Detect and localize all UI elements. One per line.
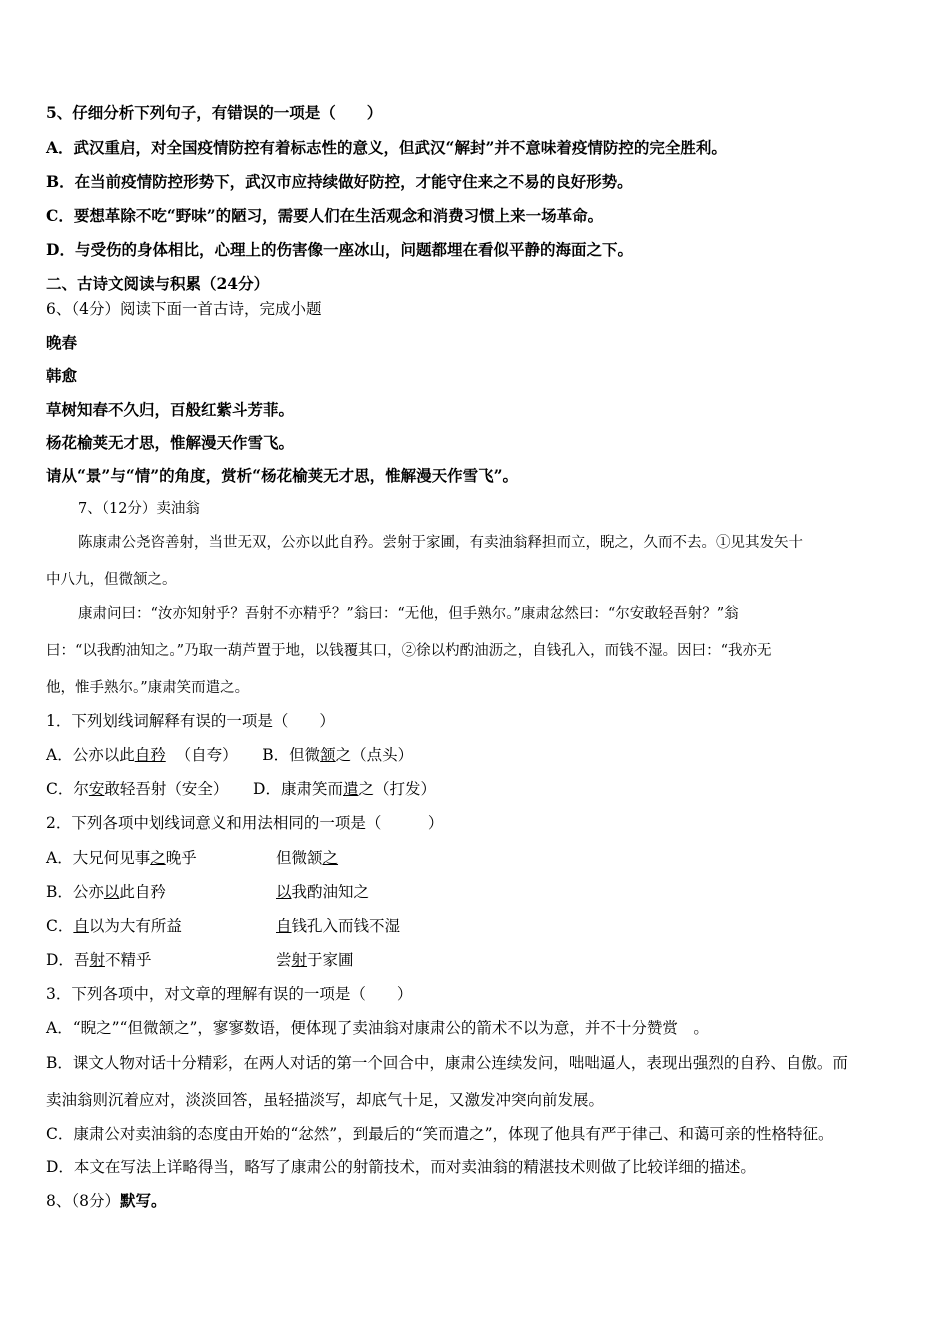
sub3-option-b-line1: B．课文人物对话十分精彩，在两人对话的第一个回合中，康肃公连续发问，咄咄逼人，表现出强烈的自矜、自傲。而 — [46, 1054, 848, 1072]
sub1-a-pre: A．公亦以此 — [46, 746, 135, 764]
sub2-option-b — [46, 882, 906, 902]
passage-p2-line2: 曰：“以我酌油知之。”乃取一葫芦置于地，以钱覆其口，②徐以杓酌油沥之，自钱孔入，而钱不湿。因曰：“我亦无 — [46, 643, 772, 659]
sub3-option-b-line2: 卖油翁则沉着应对，淡淡回答，虽轻描淡写，却底气十足，又激发冲突向前发展。 — [46, 1091, 605, 1109]
sub2-a-left-post: 晚乎 — [165, 849, 197, 867]
sub1-c-post: 敢轻吾射（安全） — [104, 780, 229, 798]
sub2-d-right-pre: 尝 — [276, 951, 292, 969]
sub2-option-c — [46, 916, 906, 936]
sub2-c-left-pre: C． — [46, 917, 74, 935]
q8-stem — [46, 1191, 167, 1211]
passage-p2-line1: 康肃问曰：“汝亦知射乎？吾射不亦精乎？”翁曰：“无他，但手熟尔。”康肃忿然曰：“尔安敢轻吾射？”翁 — [78, 606, 739, 622]
passage-p1-line2: 中八九，但微颔之。 — [46, 572, 177, 588]
sub2-a-left-pre: A．大兄何见事 — [46, 849, 151, 867]
sub2-b-left-pre: B．公亦 — [46, 883, 104, 901]
q5-option-a: A．武汉重启，对全国疫情防控有着标志性的意义，但武汉“解封”并不意味着疫情防控的完全胜利。 — [46, 138, 727, 157]
sub2-d-right-post: 于家圃 — [307, 951, 354, 969]
sub1-stem: 1．下列划线词解释有误的一项是（ ） — [46, 712, 335, 730]
sub2-option-d — [46, 950, 906, 970]
sub2-d-left-u: 射 — [89, 951, 105, 969]
q6-stem — [46, 299, 321, 319]
passage-p2-line3: 他，惟手熟尔。”康肃笑而遣之。 — [46, 680, 250, 696]
sub3-option-a: A．“睨之”“但微颔之”，寥寥数语，便体现了卖油翁对康肃公的箭术不以为意，并不十分赞赏 。 — [46, 1019, 709, 1037]
sub2-c-left-post: 以为大有所益 — [88, 917, 182, 935]
sub2-d-right-u: 射 — [291, 951, 308, 969]
sub2-a-right-pre: 但微颔 — [276, 849, 323, 867]
sub2-a-right-u: 之 — [322, 849, 339, 867]
sub2-b-right-post: 我酌油知之 — [291, 883, 370, 901]
sub1-c-pre: C．尔 — [46, 780, 89, 798]
sub3-stem: 3．下列各项中，对文章的理解有误的一项是（ ） — [46, 985, 413, 1003]
sub2-stem: 2．下列各项中划线词意义和用法相同的一项是（ ） — [46, 814, 444, 832]
sub2-c-right-u: 自 — [276, 917, 292, 935]
sub2-d-left-pre: D．吾 — [46, 951, 90, 969]
sub1-options-cd — [46, 779, 436, 799]
q8-number: 8、（8分） — [46, 1192, 120, 1210]
sub2-a-left-u: 之 — [150, 849, 166, 867]
q5-stem: 5、仔细分析下列句子，有错误的一项是（ ） — [46, 103, 383, 122]
sub2-d-left-post: 不精乎 — [104, 951, 152, 969]
poem-line-1: 草树知春不久归，百般红紫斗芳菲。 — [46, 400, 295, 419]
sub3-option-d: D．本文在写法上详略得当，略写了康肃公的射箭技术，而对卖油翁的精湛技术则做了比较详细的描述。 — [46, 1158, 756, 1176]
sub2-c-left-u: 自 — [73, 917, 89, 935]
passage-p1-line1: 陈康肃公尧咨善射，当世无双，公亦以此自矜。尝射于家圃，有卖油翁释担而立，睨之，久而不去。①见其发矢十 — [78, 535, 803, 551]
sub1-b-pre: B．但微 — [262, 746, 321, 764]
poem-title: 晚春 — [46, 333, 78, 352]
q5-option-d: D．与受伤的身体相比，心理上的伤害像一座冰山，问题都埋在看似平静的海面之下。 — [46, 240, 633, 259]
sub1-options-ab — [46, 745, 413, 765]
poem-line-2: 杨花榆荚无才思，惟解漫天作雪飞。 — [46, 433, 295, 452]
sub1-b-underlined: 颔 — [320, 746, 336, 764]
sub2-b-left-post: 此自矜 — [119, 883, 166, 901]
poem-author: 韩愈 — [46, 366, 78, 385]
q5-option-b: B．在当前疫情防控形势下，武汉市应持续做好防控，才能守住来之不易的良好形势。 — [46, 172, 633, 191]
q6-stem-text: 6、（4分）阅读下面一首古诗，完成小题 — [46, 300, 322, 318]
sub1-a-underlined: 自矜 — [134, 746, 166, 764]
sub2-b-right — [276, 882, 369, 902]
sub1-a-post: （自夸） — [175, 746, 238, 764]
sub2-b-right-u: 以 — [276, 883, 292, 901]
sub3-option-c: C．康肃公对卖油翁的态度由开始的“忿然”，到最后的“笑而遣之”，体现了他具有严于律己、和蔼可亲的性格特征。 — [46, 1125, 834, 1143]
q8-label: 默写。 — [119, 1191, 167, 1210]
sub1-d-underlined: 遣 — [342, 780, 359, 798]
sub1-c-underlined: 安 — [88, 780, 105, 798]
sub1-d-pre: D．康肃笑而 — [253, 780, 343, 798]
section-heading: 二、古诗文阅读与积累（24分） — [46, 274, 270, 293]
q6-question: 请从“景”与“情”的角度，赏析“杨花榆荚无才思，惟解漫天作雪飞”。 — [46, 466, 518, 485]
sub2-c-right — [276, 916, 400, 936]
sub2-c-right-post: 钱孔入而钱不湿 — [291, 917, 401, 935]
sub1-b-post: 之（点头） — [335, 746, 414, 764]
sub2-option-a — [46, 848, 906, 868]
q7-stem: 7、（12分）卖油翁 — [78, 501, 200, 517]
sub2-b-left-u: 以 — [103, 883, 120, 901]
q5-option-c: C．要想革除不吃“野味”的陋习，需要人们在生活观念和消费习惯上来一场革命。 — [46, 206, 604, 225]
sub1-d-post: 之（打发） — [358, 780, 437, 798]
sub2-d-right — [276, 950, 354, 970]
sub2-a-right — [276, 848, 338, 868]
